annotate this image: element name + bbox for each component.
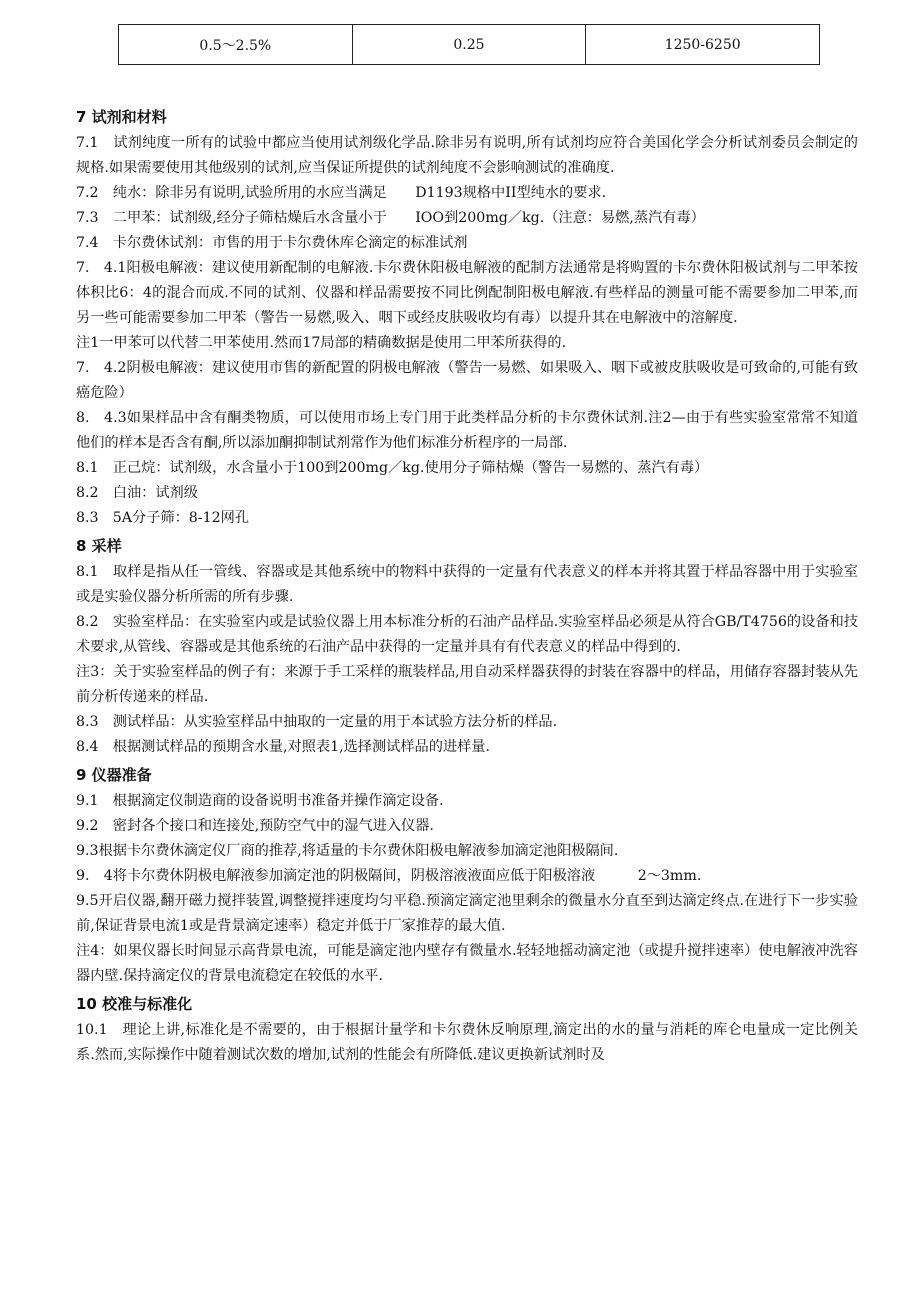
section-heading: 10 校准与标准化 <box>76 995 193 1013</box>
note: 注4：如果仪器长时间显示高背景电流，可能是滴定池内壁存有微量水.轻轻地摇动滴定池（或提升搅拌速率）使电解液冲洗容器内壁.保持滴定仪的背景电流稳定在较低的水平. <box>76 943 858 984</box>
paragraph: 8.2 白油：试剂级 <box>76 485 198 501</box>
paragraph: 9.5开启仪器,翻开磁力搅拌装置,调整搅拌速度均匀平稳.预滴定滴定池里剩余的微量水分直至到达滴定终点.在进行下一步实验前,保证背景电流1或是背景滴定速率）稳定并低于厂家推荐的最大值. <box>76 893 858 934</box>
section-heading: 9 仪器准备 <box>76 766 152 784</box>
section-heading: 7 试剂和材料 <box>76 108 167 126</box>
paragraph: 8.1 正己烷：试剂级，水含量小于100到200mg／kg.使用分子筛枯燥（警告一易燃的、蒸汽有毒） <box>76 460 709 476</box>
paragraph: 8.1 取样是指从任一管线、容器或是其他系统中的物料中获得的一定量有代表意义的样本并将其置于样品容器中用于实验室或是实验仪器分析所需的所有步骤. <box>76 564 858 605</box>
paragraph: 10.1 理论上讲,标准化是不需要的，由于根据计量学和卡尔费休反响原理,滴定出的水的量与消耗的库仑电量成一定比例关系.然而,实际操作中随着测试次数的增加,试剂的性能会有所降低.建议更换新试剂时及 <box>76 1022 858 1063</box>
table-cell-sample-size: 0.25 <box>352 25 586 65</box>
note: 注3：关于实验室样品的例子有：来源于手工采样的瓶装样品,用自动采样器获得的封装在容器中的样品，用储存容器封装从先前分析传递来的样品. <box>76 664 858 705</box>
paragraph: 9. 4将卡尔费休阴极电解液参加滴定池的阴极隔间，阴极溶液液面应低于阳极溶液 2～3mm. <box>76 868 702 884</box>
paragraph: 8.4 根据测试样品的预期含水量,对照表1,选择测试样品的进样量. <box>76 739 490 755</box>
note: 注1一甲苯可以代替二甲苯使用.然而17局部的精确数据是使用二甲苯所获得的. <box>76 335 567 351</box>
table-cell-range: 1250-6250 <box>586 25 820 65</box>
section-heading: 8 采样 <box>76 537 122 555</box>
paragraph: 7. 4.2阴极电解液：建议使用市售的新配置的阴极电解液（警告一易燃、如果吸入、咽下或被皮肤吸收是可致命的,可能有致癌危险） <box>76 360 858 401</box>
paragraph: 8.2 实验室样品：在实验室内或是试验仪器上用本标准分析的石油产品样品.实验室样品必须是从符合GB/T4756的设备和技术要求,从管线、容器或是其他系统的石油产品中获得的一定量并具有有代表意义的样品中得到的. <box>76 614 858 655</box>
paragraph: 7. 4.1阳极电解液：建议使用新配制的电解液.卡尔费休阳极电解液的配制方法通常是将购置的卡尔费休阳极试剂与二甲苯按体积比6：4的混合而成.不同的试剂、仪器和样品需要按不同比例配制阳极电解液.有些样品的测量可能不需要参加二甲苯,而另一些可能需要参加二甲苯（警告一易燃,吸入、咽下或经皮肤吸收均有毒）以提升其在电解液中的溶解度. <box>76 260 858 326</box>
paragraph: 7.3 二甲苯：试剂级,经分子筛枯燥后水含量小于 IOO到200mg／kg.（注意：易燃,蒸汽有毒） <box>76 210 705 226</box>
paragraph: 8. 4.3如果样品中含有酮类物质，可以使用市场上专门用于此类样品分析的卡尔费休试剂.注2—由于有些实验室常常不知道他们的样本是否含有酮,所以添加酮抑制试剂常作为他们标准分析程序的一局部. <box>76 410 858 451</box>
paragraph: 7.1 试剂纯度一所有的试验中都应当使用试剂级化学品.除非另有说明,所有试剂均应符合美国化学会分析试剂委员会制定的规格.如果需要使用其他级别的试剂,应当保证所提供的试剂纯度不会影响测试的准确度. <box>76 135 858 176</box>
paragraph: 7.4 卡尔费休试剂：市售的用于卡尔费休库仑滴定的标准试剂 <box>76 235 468 251</box>
paragraph: 9.2 密封各个接口和连接处,预防空气中的湿气进入仪器. <box>76 818 434 834</box>
table-cell-water-content: 0.5～2.5% <box>119 25 353 65</box>
paragraph: 9.1 根据滴定仪制造商的设备说明书准备并操作滴定设备. <box>76 793 444 809</box>
paragraph: 8.3 5A分子筛：8-12网孔 <box>76 510 250 526</box>
document-body <box>76 102 858 1068</box>
paragraph: 9.3根据卡尔费休滴定仪厂商的推荐,将适量的卡尔费休阳极电解液参加滴定池阳极隔间. <box>76 843 619 859</box>
sample-size-table <box>118 24 820 65</box>
paragraph: 7.2 纯水：除非另有说明,试验所用的水应当满足 D1193规格中II型纯水的要求. <box>76 185 607 201</box>
table-row <box>119 25 820 65</box>
paragraph: 8.3 测试样品：从实验室样品中抽取的一定量的用于本试验方法分析的样品. <box>76 714 558 730</box>
